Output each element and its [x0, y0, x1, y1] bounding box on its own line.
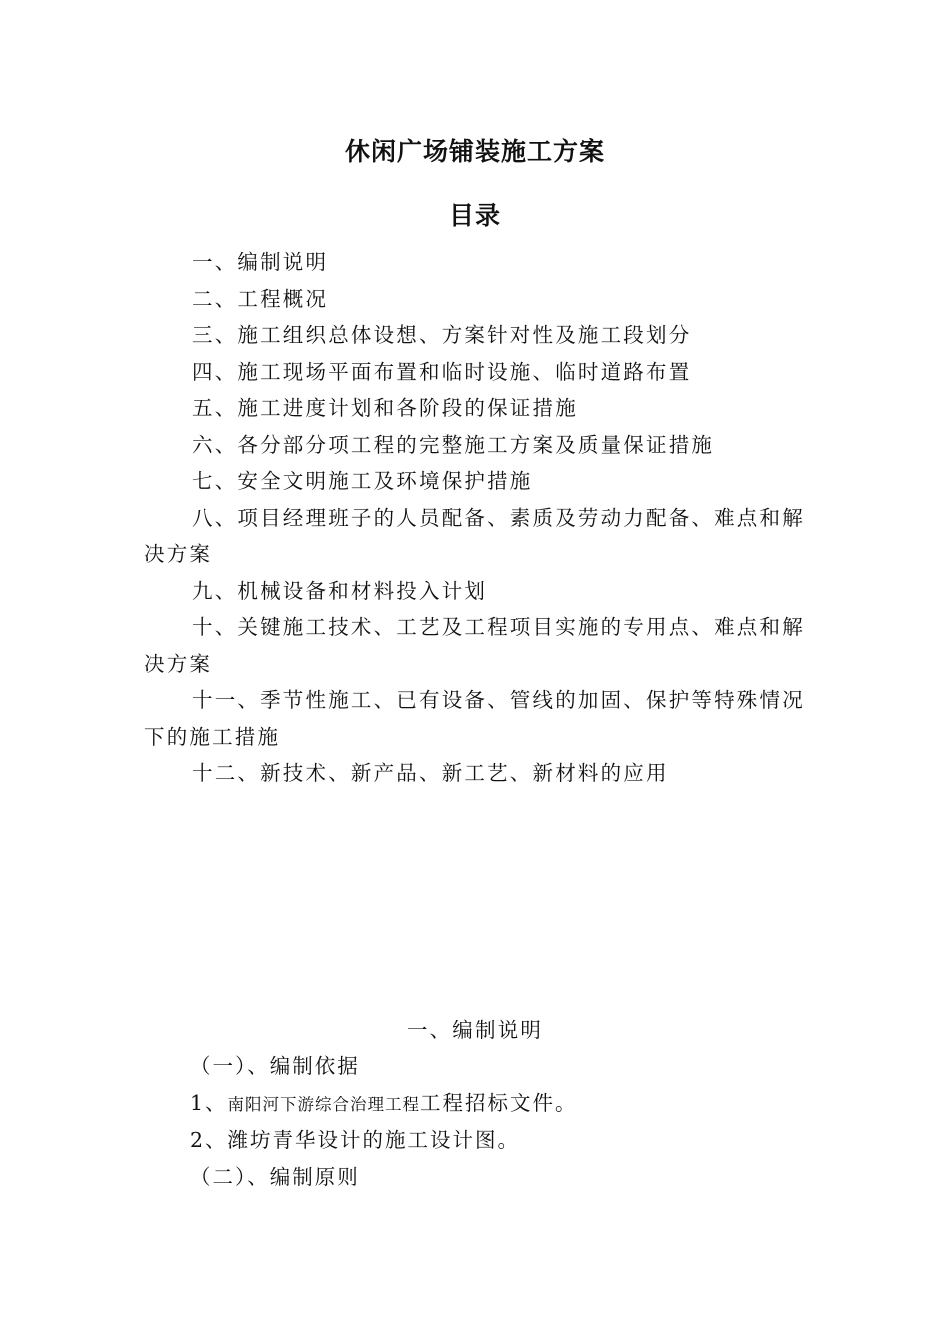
- basis-item-2: 2、潍坊青华设计的施工设计图。: [190, 1128, 521, 1152]
- toc-item: 四、施工现场平面布置和临时设施、临时道路布置: [192, 359, 692, 384]
- document-title: 休闲广场铺装施工方案: [344, 137, 605, 166]
- toc-item: 一、编制说明: [192, 250, 329, 274]
- subsection-principles: （二）、编制原则: [190, 1165, 360, 1189]
- toc-item: 八、项目经理班子的人员配备、素质及劳动力配备、难点和解决方案: [144, 505, 805, 566]
- project-name: 南阳河下游综合治理工程: [227, 1095, 421, 1114]
- toc-item: 二、工程概况: [192, 286, 329, 311]
- toc-item: 九、机械设备和材料投入计划: [192, 578, 488, 603]
- item-number: 1、: [190, 1091, 228, 1115]
- section-heading: 一、编制说明: [406, 1018, 544, 1042]
- toc-item: 五、施工进度计划和各阶段的保证措施: [192, 396, 578, 420]
- item-text: 工程招标文件。: [420, 1091, 578, 1115]
- subsection-basis: （一）、编制依据: [190, 1054, 360, 1078]
- toc-item: 十二、新技术、新产品、新工艺、新材料的应用: [192, 761, 669, 785]
- toc-item: 十一、季节性施工、已有设备、管线的加固、保护等特殊情况下的施工措施: [144, 688, 805, 749]
- toc-item: 十、关键施工技术、工艺及工程项目实施的专用点、难点和解决方案: [144, 615, 805, 676]
- toc-item: 六、各分部分项工程的完整施工方案及质量保证措施: [192, 432, 715, 457]
- table-of-contents: [144, 244, 810, 792]
- toc-item: 三、施工组织总体设想、方案针对性及施工段划分: [192, 323, 692, 347]
- toc-heading: 目录: [448, 201, 501, 230]
- basis-item-1: [190, 1088, 578, 1120]
- toc-item: 七、安全文明施工及环境保护措施: [192, 469, 533, 493]
